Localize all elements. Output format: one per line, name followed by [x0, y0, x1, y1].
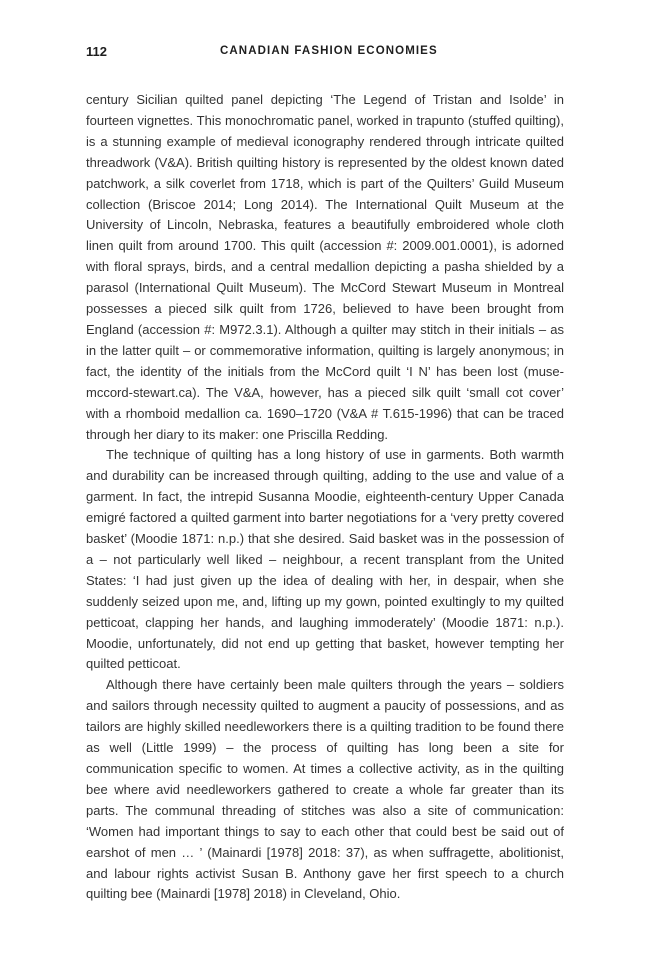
- paragraph-2: The technique of quilting has a long history of use in garments. Both warmth and durability can be increased through quilting, adding to the use and value of a garment. In fact, the intrepid Susanna Moodie, eighteenth-century Upper Canada emigré factored a quilted garment into barter negotiations for a ‘very pretty covered basket’ (Moodie 1871: n.p.) that she desired. Said basket was in the possession of a – not particularly well liked – neighbour, a recent transplant from the United States: ‘I had just given up the idea of dealing with her, in despair, when she suddenly seized upon me, and, lifting up my gown, pointed exultingly to my quilted petticoat, clapping her hands, and laughing immoderately’ (Moodie 1871: n.p.). Moodie, unfortunately, did not end up getting that basket, however tempting her quilted petticoat.: [86, 447, 564, 672]
- running-head: CANADIAN FASHION ECONOMIES: [220, 45, 438, 57]
- paragraph-1: century Sicilian quilted panel depicting ‘The Legend of Tristan and Isolde’ in fourteen vignettes. This monochromatic panel, worked in trapunto (stuffed quilting), is a stunning example of medieval iconography rendered through intricate quilted threadwork (V&A). British quilting history is represented by the oldest known dated patchwork, a silk coverlet from 1718, which is part of the Quilters’ Guild Museum collection (Briscoe 2014; Long 2014). The International Quilt Museum at the University of Lincoln, Nebraska, features a beautifully embroidered whole cloth linen quilt from around 1700. This quilt (accession #: 2009.001.0001), is adorned with floral sprays, birds, and a central medallion depicting a pasha shielded by a parasol (International Quilt Museum). The McCord Stewart Museum in Montreal possesses a pieced silk quilt from 1726, believed to have been brought from England (accession #: M972.3.1). Although a quilter may stitch in their initials – as in the latter quilt – or commemorative information, quilting is largely anonymous; in fact, the identity of the initials from the McCord quilt ‘I N’ has been lost (muse-mccord-stewart.ca). The V&A, however, has a pieced silk quilt ‘small cot cover’ with a rhomboid medallion ca. 1690–1720 (V&A # T.615-1996) that can be traced through her diary to its maker: one Priscilla Redding.: [86, 92, 564, 442]
- page-header: [86, 44, 564, 64]
- page-number: 112: [86, 44, 107, 59]
- paragraph-3: Although there have certainly been male quilters through the years – soldiers and sailors through necessity quilted to augment a paucity of possessions, and as tailors are highly skilled needleworkers there is a quilting tradition to be found there as well (Little 1999) – the process of quilting has long been a site for communication specific to women. At times a collective activity, as in the quilting bee where avid needleworkers gathered to create a whole far greater than its parts. The communal threading of stitches was also a site of communication: ‘Women had important things to say to each other that could best be said out of earshot of men … ’ (Mainardi [1978] 2018: 37), as when suffragette, abolitionist, and labour rights activist Susan B. Anthony gave her first speech to a church quilting bee (Mainardi [1978] 2018) in Cleveland, Ohio.: [86, 677, 564, 902]
- body-text: [86, 90, 564, 905]
